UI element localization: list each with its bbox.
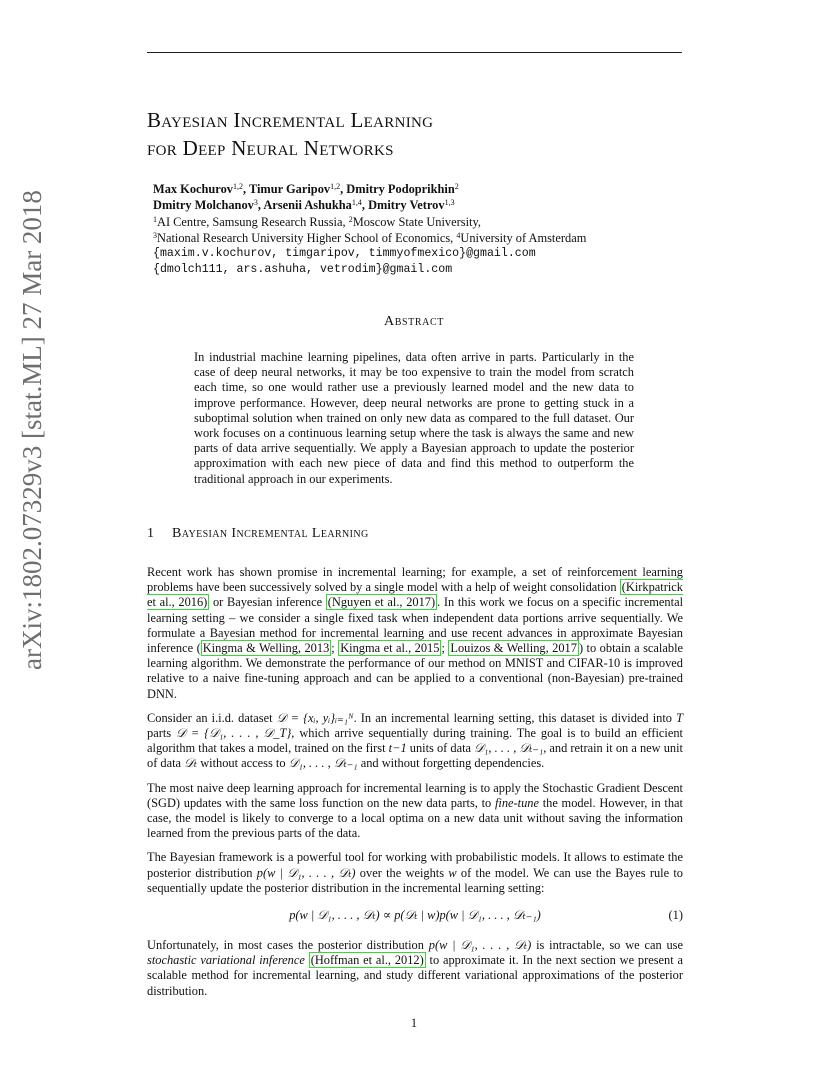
paragraph-text: . In this work we focus on a specific incremental learning setting – we consider a single fixed task when independent data portions arrive sequentially. We formulate a Bayesian method for incremental learning and use recent advances in approximate Bayesian inference ( bbox=[147, 595, 684, 656]
author-name: Dmitry Molchanov bbox=[153, 198, 254, 213]
email-line-2: {dmolch111, ars.ashuha, vetrodim}@gmail.com bbox=[153, 263, 453, 277]
citation-link[interactable]: (Hoffman et al., 2012) bbox=[310, 953, 424, 968]
affil-mark: 1 bbox=[153, 214, 157, 224]
author-affil-mark: 3 bbox=[253, 198, 258, 208]
equation-expression: p(w | 𝒟₁, . . . , 𝒟ₜ) ∝ p(𝒟ₜ | w)p(w | 𝒟₁, . . . , 𝒟ₜ₋₁) bbox=[289, 908, 541, 923]
math-inline: p(w | 𝒟₁, . . . , 𝒟ₜ) bbox=[428, 938, 532, 953]
citation-link[interactable]: (Nguyen et al., 2017) bbox=[327, 595, 436, 610]
emphasis: fine-tune bbox=[494, 795, 539, 810]
title-line-2: for Deep Neural Networks bbox=[147, 136, 394, 160]
author-affil-mark: 1,2 bbox=[330, 182, 341, 191]
affiliation-line-2 bbox=[153, 230, 693, 246]
affiliation-text: Moscow State University, bbox=[352, 214, 481, 229]
math-inline: t−1 bbox=[388, 741, 407, 756]
section-number: 1 bbox=[147, 526, 155, 541]
author-name: Dmitry Vetrov bbox=[368, 198, 445, 213]
paragraph-text: without access to bbox=[197, 756, 289, 771]
author-name: Max Kochurov bbox=[153, 182, 233, 196]
affiliation-line-1 bbox=[153, 214, 693, 230]
affiliation-text: University of Amsterdam bbox=[460, 230, 587, 245]
author-name: Dmitry Podoprikhin bbox=[346, 182, 455, 196]
paragraph-3 bbox=[147, 781, 683, 842]
top-rule bbox=[147, 52, 682, 53]
abstract-heading: Abstract bbox=[384, 314, 444, 329]
affil-mark: 4 bbox=[456, 230, 461, 240]
author-name: Timur Garipov bbox=[248, 182, 331, 196]
paragraph-text: . In an incremental learning setting, this dataset is divided into bbox=[353, 710, 677, 725]
author-block bbox=[153, 181, 693, 279]
author-affil-mark: 1,4 bbox=[351, 198, 362, 208]
math-inline: 𝒟 = {𝒟₁, . . . , 𝒟_T} bbox=[176, 726, 292, 741]
arxiv-identifier[interactable]: arXiv:1802.07329v3 [stat.ML] 27 Mar 2018 bbox=[17, 190, 47, 670]
math-inline: 𝒟₁, . . . , 𝒟ₜ₋₁ bbox=[474, 741, 544, 756]
page-number: 1 bbox=[410, 1016, 418, 1030]
paragraph-text: Recent work has shown promise in incremental learning; for example, a set of reinforcement learning problems have been successively solved by a single model with a help of weight consolidation bbox=[147, 565, 683, 595]
math-inline: p(w | 𝒟₁, . . . , 𝒟ₜ) bbox=[256, 865, 356, 880]
paragraph-text: ; bbox=[441, 641, 449, 656]
body-text bbox=[147, 565, 683, 1008]
affiliation-text: National Research University Higher School of Economics, bbox=[157, 230, 457, 245]
abstract-text: In industrial machine learning pipelines, data often arrive in parts. Particularly in the case of deep neural networks, it may be too expensive to train the model from scratch each time, so one would rather use a previously learned model and the new data to improve performance. However, deep neural networks are prone to getting stuck in a suboptimal solution when trained on only new data as compared to the full dataset. Our work focuses on a continuous learning setup where the task is always the same and new parts of data arrive sequentially. We apply a Bayesian approach to update the posterior approximation with each new piece of data and find this method to outperform the traditional approach in our experiments. bbox=[194, 350, 634, 486]
math-inline: 𝒟ₜ bbox=[184, 756, 198, 771]
section-heading bbox=[147, 526, 687, 542]
paragraph-text: ) to obtain a scalable learning algorithm. We demonstrate the performance of our method on MNIST and CIFAR-10 is improved relative to a naive fine-tuning approach and can be applied to a conventional (non-Bayesian) pre-trained DNN. bbox=[147, 641, 684, 701]
paragraph-text: , which arrive sequentially during training. The goal is to build an efficient algorithm that takes a model, trained on the first bbox=[147, 726, 683, 756]
citation-link[interactable]: Kingma & Welling, 2013 bbox=[202, 641, 330, 656]
paragraph-text: , and retrain it on a new unit of data bbox=[147, 741, 683, 771]
math-inline: 𝒟 = {xᵢ, yᵢ}ᵢ₌₁ᴺ bbox=[276, 710, 354, 725]
paragraph-text: is intractable, so we can use bbox=[531, 938, 683, 953]
math-inline: w bbox=[448, 865, 457, 880]
paragraph-4 bbox=[147, 850, 683, 896]
paragraph-text: and without forgetting dependencies. bbox=[357, 756, 545, 771]
title-line-1: Bayesian Incremental Learning bbox=[147, 108, 434, 132]
citation-link[interactable]: (Kirkpatrick et al., 2016) bbox=[147, 580, 683, 610]
author-line-2: Dmitry Molchanov$^3$, Arsenii Ashukha$^{1,4}$, Dmitry Vetrov$^{1,3}$ bbox=[153, 198, 455, 213]
paragraph-text: or Bayesian inference bbox=[209, 595, 326, 610]
equation-1 bbox=[147, 905, 683, 929]
author-name: Arsenii Ashukha bbox=[263, 198, 352, 213]
paragraph-text: Unfortunately, in most cases the posterior distribution bbox=[147, 938, 429, 953]
author-line-1: Max Kochurov$^{1,2}$, Timur Garipov$^{1,2}$, Dmitry Podoprikhin$^2$ bbox=[153, 182, 459, 196]
paragraph-text: over the weights bbox=[355, 865, 449, 880]
paragraph-text: parts bbox=[147, 726, 177, 741]
citation-link[interactable]: Kingma et al., 2015 bbox=[340, 641, 440, 656]
author-affil-mark: 2 bbox=[454, 182, 459, 191]
section-title: Bayesian Incremental Learning bbox=[172, 526, 369, 541]
paper-title bbox=[147, 106, 687, 162]
paragraph-text: the model. However, in that case, the model is likely to converge to a local optima on a new data unit without saving the information learned from the previous parts of the data. bbox=[147, 795, 683, 841]
paragraph-text: to approximate it. In the next section we present a scalable method for incremental learning, and study different variational approximations of the posterior distribution. bbox=[147, 953, 683, 998]
emphasis: stochastic variational inference bbox=[147, 953, 305, 968]
email-line-1: {maxim.v.kochurov, timgaripov, timmyofmexico}@gmail.com bbox=[153, 247, 536, 261]
paragraph-2 bbox=[147, 711, 683, 772]
paragraph-text: of the model. We can use the Bayes rule to sequentially update the posterior distribution in the incremental learning setting: bbox=[147, 865, 684, 895]
paragraph-5 bbox=[147, 938, 683, 999]
affil-mark: 2 bbox=[348, 214, 353, 224]
paragraph-1 bbox=[147, 565, 683, 702]
paragraph-text: units of data bbox=[406, 741, 475, 756]
paragraph-text: ; bbox=[331, 641, 339, 656]
math-inline: T bbox=[676, 710, 683, 725]
paragraph-text: The most naive deep learning approach for incremental learning is to apply the Stochastic Gradient Descent (SGD) updates with the same loss function on the new data parts, to bbox=[147, 780, 683, 810]
affil-mark: 3 bbox=[153, 230, 157, 240]
paragraph-text: The Bayesian framework is a powerful tool for working with probabilistic models. It allows to estimate the posterior distribution bbox=[147, 850, 683, 880]
author-affil-mark: 1,3 bbox=[444, 198, 455, 208]
math-inline: 𝒟₁, . . . , 𝒟ₜ₋₁ bbox=[288, 756, 358, 771]
affiliation-text: AI Centre, Samsung Research Russia, bbox=[157, 214, 349, 229]
author-affil-mark: 1,2 bbox=[232, 182, 243, 191]
citation-link[interactable]: Louizos & Welling, 2017 bbox=[450, 641, 577, 656]
equation-number: (1) bbox=[668, 908, 683, 923]
paragraph-text: Consider an i.i.d. dataset bbox=[147, 710, 277, 725]
